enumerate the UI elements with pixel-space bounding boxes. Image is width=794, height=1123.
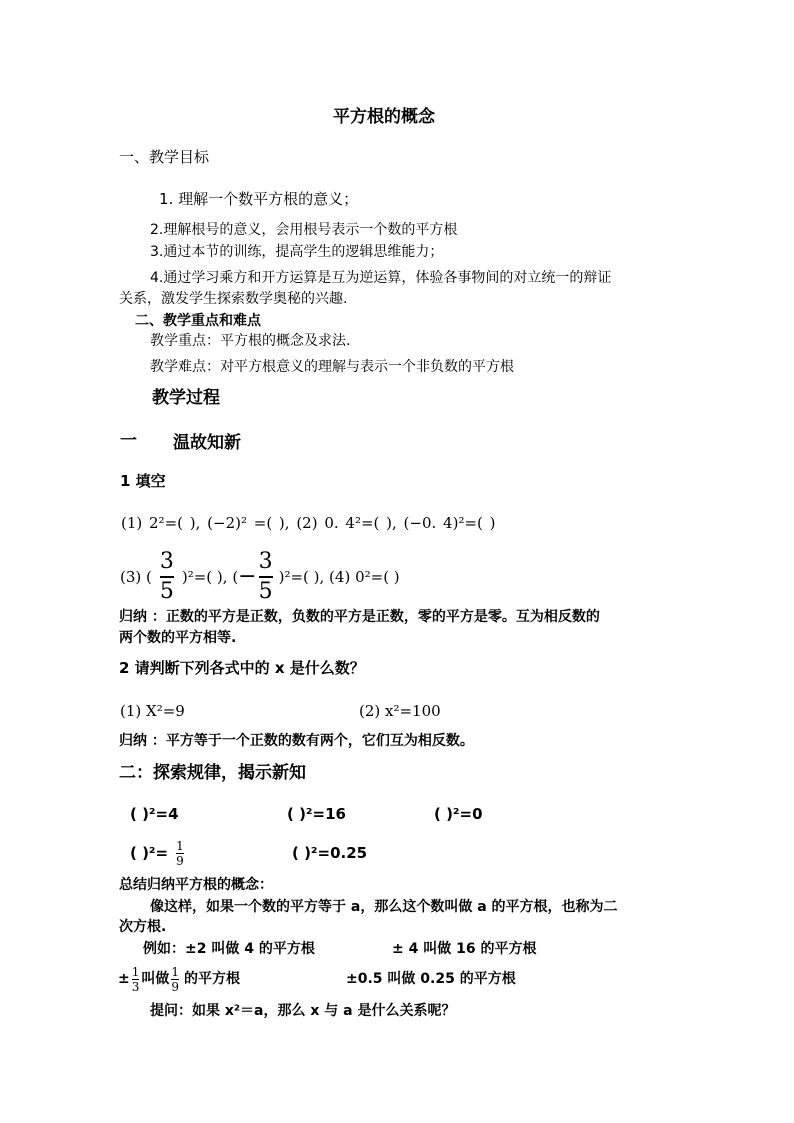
fraction-one-ninth xyxy=(171,966,179,993)
equation-c: ( )²=0 xyxy=(434,805,483,823)
question-2-b: (2) x²=100 xyxy=(359,702,441,720)
example-d: ±0.5 叫做 0.25 的平方根 xyxy=(346,971,516,987)
question-1-line1: (1) 2²=( ), (−2)² =( ), (2) 0. 4²=( ), (−0. 4)²=( ) xyxy=(121,514,496,532)
fraction-denominator: 5 xyxy=(258,578,273,604)
example-c-mid: 叫做 xyxy=(141,971,170,987)
q1-line2-part1: (3) ( xyxy=(120,567,152,586)
example-c xyxy=(118,962,240,996)
equation-b: ( )²=16 xyxy=(287,805,346,823)
plus-minus-sign: ± xyxy=(118,971,130,987)
question-1-line2 xyxy=(120,549,400,604)
section-heading-key-points: 二、教学重点和难点 xyxy=(135,313,261,329)
example-a: 例如：±2 叫做 4 的平方根 xyxy=(143,941,315,957)
equation-d-prefix: ( )²= xyxy=(130,843,169,862)
question-2-a: (1) X²=9 xyxy=(120,702,185,720)
part2-heading: 二：探索规律，揭示新知 xyxy=(119,763,306,783)
summary-2: 归纳 ：平方等于一个正数的数有两个，它们互为相反数。 xyxy=(119,733,474,749)
goal-4-line1: 4.通过学习乘方和开方运算是互为逆运算，体验各事物间的对立统一的辩证 xyxy=(150,270,612,286)
part1-heading-number: 一 xyxy=(120,431,137,451)
fraction-one-third xyxy=(132,966,140,993)
goal-1: 1. 理解一个数平方根的意义； xyxy=(159,190,359,208)
summary-1-line1: 归纳 ：正数的平方是正数，负数的平方是正数，零的平方是零。互为相反数的 xyxy=(119,609,600,625)
concept-line1: 像这样，如果一个数的平方等于 a，那么这个数叫做 a 的平方根，也称为二 xyxy=(150,899,618,915)
fraction-numerator: 3 xyxy=(258,549,273,575)
fraction-one-ninth xyxy=(176,840,184,867)
fraction-denominator: 9 xyxy=(176,853,184,868)
equation-a: ( )²=4 xyxy=(130,805,179,823)
fraction-numerator: 1 xyxy=(131,964,140,979)
section-heading-objectives: 一、教学目标 xyxy=(119,148,210,166)
question-prompt: 提问：如果 x²＝a，那么 x 与 a 是什么关系呢？ xyxy=(150,1003,456,1019)
example-b: ± 4 叫做 16 的平方根 xyxy=(392,941,537,957)
question-1-label: 1 填空 xyxy=(120,472,166,490)
difficulty-point: 教学难点：对平方根意义的理解与表示一个非负数的平方根 xyxy=(150,359,514,375)
fraction-three-fifths xyxy=(160,551,174,603)
goal-4-line2: 关系，激发学生探索数学奥秘的兴趣. xyxy=(119,291,348,307)
q1-line2-part3: )²=( ), (4) 0²=( ) xyxy=(278,567,400,586)
goal-3: 3.通过本节的训练，提高学生的逻辑思维能力； xyxy=(150,244,444,260)
goal-2: 2.理解根号的意义，会用根号表示一个数的平方根 xyxy=(150,222,458,238)
fraction-denominator: 9 xyxy=(171,979,180,994)
process-heading: 教学过程 xyxy=(152,388,220,408)
fraction-numerator: 1 xyxy=(176,838,184,853)
concept-line2: 次方根. xyxy=(119,919,167,935)
fraction-denominator: 5 xyxy=(159,578,174,604)
key-point: 教学重点：平方根的概念及求法. xyxy=(150,333,351,349)
equation-d xyxy=(130,836,187,870)
fraction-numerator: 1 xyxy=(171,964,180,979)
example-c-post: 的平方根 xyxy=(184,971,241,987)
fraction-numerator: 3 xyxy=(159,549,174,575)
question-2-label: 2 请判断下列各式中的 x 是什么数？ xyxy=(119,659,365,677)
equation-e: ( )²=0.25 xyxy=(292,844,368,862)
q1-line2-part2: )²=( ), ( xyxy=(181,567,239,586)
summary-1-line2: 两个数的平方相等. xyxy=(119,630,237,646)
part1-heading: 温故知新 xyxy=(173,433,241,453)
concept-label: 总结归纳平方根的概念： xyxy=(119,877,273,893)
negative-sign: − xyxy=(238,564,257,589)
page-title: 平方根的概念 xyxy=(333,107,435,127)
fraction-neg-three-fifths xyxy=(259,551,273,603)
fraction-denominator: 3 xyxy=(131,979,140,994)
